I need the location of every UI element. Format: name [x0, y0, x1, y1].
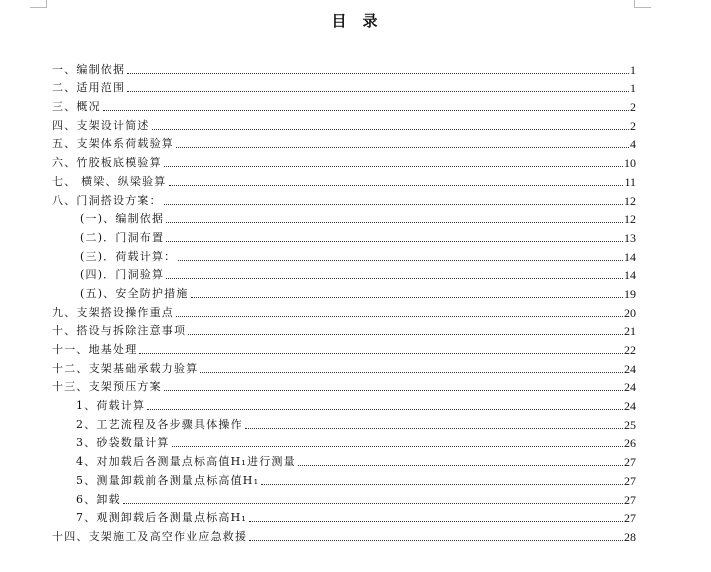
- toc-entry-page-number: 1: [630, 81, 636, 96]
- toc-entry-label: 三、概况: [52, 100, 101, 114]
- toc-entry-label: 4、对加载后各测量点标高值H₁进行测量: [76, 455, 296, 469]
- toc-entry-page-number: 26: [624, 436, 636, 451]
- toc-entry[interactable]: [52, 301, 636, 320]
- toc-entry-label: 十四、支架施工及高空作业应急救援: [52, 529, 248, 543]
- toc-entry-page-number: 2: [630, 118, 636, 133]
- toc-entry[interactable]: [52, 432, 636, 451]
- toc-entry[interactable]: [52, 507, 636, 526]
- toc-dot-leader: [147, 409, 623, 410]
- toc-entry-page-number: 27: [624, 473, 636, 488]
- toc-entry-label: 九、支架搭设操作重点: [52, 305, 174, 319]
- toc-entry-label: 3、砂袋数量计算: [76, 436, 170, 450]
- toc-entry-label: 6、卸载: [76, 492, 121, 506]
- toc-entry-label: 四、支架设计简述: [52, 118, 150, 132]
- toc-dot-leader: [123, 503, 623, 504]
- toc-entry[interactable]: [52, 189, 636, 208]
- toc-dot-leader: [176, 316, 623, 317]
- toc-entry-page-number: 14: [624, 268, 636, 283]
- toc-dot-leader: [164, 204, 623, 205]
- toc-dot-leader: [164, 166, 623, 167]
- toc-entry-label: (四)．门洞验算: [80, 268, 165, 282]
- toc-entry-page-number: 1: [630, 62, 636, 77]
- toc-entry-page-number: 2: [630, 100, 636, 115]
- toc-entry-page-number: 4: [630, 137, 636, 152]
- toc-entry-page-number: 19: [624, 286, 636, 301]
- toc-entry[interactable]: [52, 114, 636, 133]
- toc-dot-leader: [166, 278, 623, 279]
- toc-entry-page-number: 20: [624, 305, 636, 320]
- toc-entry[interactable]: [52, 357, 636, 376]
- toc-entry-page-number: 28: [624, 529, 636, 544]
- toc-dot-leader: [249, 521, 623, 522]
- toc-entry-page-number: 14: [624, 249, 636, 264]
- table-of-contents: [52, 58, 636, 544]
- toc-dot-leader: [166, 241, 623, 242]
- toc-entry-page-number: 27: [624, 511, 636, 526]
- toc-entry-page-number: 12: [624, 212, 636, 227]
- toc-entry[interactable]: [52, 320, 636, 339]
- toc-dot-leader: [166, 222, 623, 223]
- toc-entry-label: 5、测量卸载前各测量点标高值H₁: [76, 473, 260, 487]
- toc-entry[interactable]: [52, 264, 636, 283]
- toc-entry[interactable]: [52, 151, 636, 170]
- page-corner-mark-right: [634, 0, 651, 8]
- toc-entry[interactable]: [52, 376, 636, 395]
- toc-entry[interactable]: [52, 58, 636, 77]
- toc-entry-page-number: 12: [624, 193, 636, 208]
- toc-dot-leader: [164, 390, 623, 391]
- toc-dot-leader: [127, 73, 629, 74]
- toc-dot-leader: [169, 185, 624, 186]
- page-title-part-1: 目: [331, 12, 349, 30]
- page-title-part-2: 录: [362, 12, 380, 30]
- toc-entry[interactable]: [52, 282, 636, 301]
- toc-entry-label: 1、荷载计算: [76, 399, 146, 413]
- toc-entry-page-number: 24: [624, 361, 636, 376]
- toc-entry-label: 十二、支架基础承载力验算: [52, 361, 199, 375]
- toc-dot-leader: [200, 372, 623, 373]
- toc-entry-label: 7、观测卸载后各测量点标高H₁: [76, 511, 248, 525]
- toc-entry[interactable]: [52, 208, 636, 227]
- toc-entry-page-number: 27: [624, 455, 636, 470]
- toc-entry[interactable]: [52, 338, 636, 357]
- toc-entry-label: 十一、地基处理: [52, 343, 138, 356]
- toc-dot-leader: [103, 110, 629, 111]
- toc-entry[interactable]: [52, 394, 636, 413]
- toc-entry[interactable]: [52, 226, 636, 245]
- toc-entry[interactable]: [52, 469, 636, 488]
- page-title: [0, 10, 711, 31]
- toc-entry-label: 一、编制依据: [52, 62, 126, 76]
- toc-entry-page-number: 22: [624, 343, 636, 357]
- toc-dot-leader: [249, 540, 623, 541]
- toc-dot-leader: [298, 465, 623, 466]
- toc-entry[interactable]: [52, 95, 636, 114]
- toc-entry[interactable]: [52, 413, 636, 432]
- toc-entry-label: 八、门洞搭设方案：: [52, 193, 162, 207]
- toc-entry-label: 2、工艺流程及各步骤具体操作: [76, 417, 243, 431]
- toc-entry[interactable]: [52, 488, 636, 507]
- toc-entry-label: 十三、支架预压方案: [52, 380, 162, 394]
- toc-entry[interactable]: [52, 450, 636, 469]
- toc-dot-leader: [127, 91, 629, 92]
- toc-entry-label: 六、竹胶板底模验算: [52, 156, 162, 170]
- toc-dot-leader: [178, 260, 623, 261]
- toc-entry-page-number: 24: [624, 399, 636, 414]
- toc-entry-label: (三)．荷载计算：: [80, 249, 177, 263]
- toc-entry[interactable]: [52, 133, 636, 152]
- toc-entry-label: 十、搭设与拆除注意事项: [52, 324, 187, 338]
- toc-entry-page-number: 13: [624, 230, 636, 245]
- toc-entry[interactable]: [52, 77, 636, 96]
- toc-entry-label: (二)．门洞布置: [80, 230, 165, 244]
- toc-dot-leader: [139, 353, 623, 354]
- toc-entry[interactable]: [52, 525, 636, 544]
- toc-dot-leader: [261, 484, 623, 485]
- toc-entry-page-number: 21: [624, 324, 636, 339]
- toc-dot-leader: [152, 129, 629, 130]
- toc-entry-label: (五)、安全防护措施: [80, 286, 189, 300]
- toc-entry-label: 五、支架体系荷载验算: [52, 137, 174, 151]
- toc-dot-leader: [191, 297, 623, 298]
- toc-entry-label: 七、 横梁、纵梁验算: [52, 174, 167, 188]
- toc-entry-label: 二、适用范围: [52, 81, 126, 95]
- toc-entry[interactable]: [52, 245, 636, 264]
- toc-dot-leader: [172, 446, 623, 447]
- toc-entry-page-number: 10: [624, 156, 636, 171]
- page-corner-mark-left: [30, 0, 47, 8]
- toc-dot-leader: [188, 334, 623, 335]
- toc-entry-label: (一)、编制依据: [80, 212, 165, 226]
- toc-dot-leader: [176, 147, 629, 148]
- toc-entry-page-number: 25: [624, 417, 636, 432]
- toc-entry-page-number: 27: [624, 492, 636, 507]
- toc-entry-page-number: 11: [624, 174, 636, 189]
- toc-entry[interactable]: [52, 170, 636, 189]
- toc-dot-leader: [245, 428, 623, 429]
- toc-entry-page-number: 24: [624, 380, 636, 395]
